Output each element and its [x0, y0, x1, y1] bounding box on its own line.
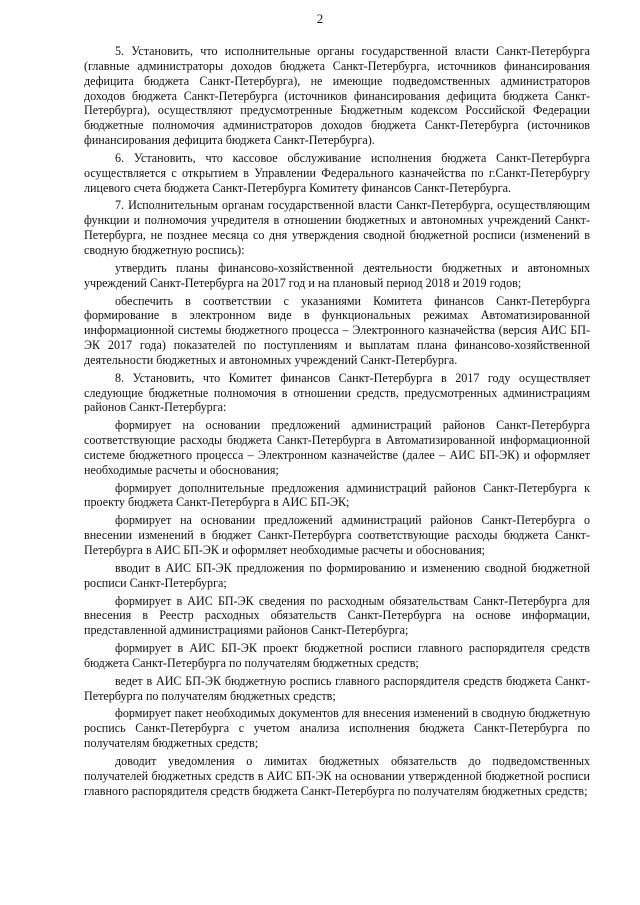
paragraph-clause-8-item-3: формирует на основании предложений администраций районов Санкт-Петербурга о внесении изменений в бюджет Санкт-Петербурга соответствующие расходы бюджета Санкт-Петербурга в АИС БП-ЭК и оформляет необходимые расчеты и обоснования; — [84, 513, 590, 557]
paragraph-clause-8-item-8: формирует пакет необходимых документов для внесения изменений в сводную бюджетную роспись Санкт-Петербурга с учетом анализа исполнения бюджета Санкт-Петербурга по получателям бюджетных средств; — [84, 706, 590, 751]
paragraph-clause-8-item-2: формирует дополнительные предложения администраций районов Санкт-Петербурга к проекту бюджета Санкт-Петербурга в АИС БП-ЭК; — [84, 480, 590, 510]
paragraph-clause-8-item-5: формирует в АИС БП-ЭК сведения по расходным обязательствам Санкт-Петербурга для внесения в Реестр расходных обязательств Санкт-Петербурга на основе информации, представленной администрациями районов Санкт-Петербурга; — [84, 593, 590, 638]
paragraph-clause-8: 8. Установить, что Комитет финансов Санкт-Петербурга в 2017 году осуществляет следующие бюджетные полномочия в отношении средств, предусмотренных администрациям районов Санкт-Петербурга: — [84, 370, 590, 415]
paragraph-clause-8-item-7: ведет в АИС БП-ЭК бюджетную роспись главного распорядителя средств бюджета Санкт-Петербурга по получателям бюджетных средств; — [84, 673, 590, 703]
paragraph-clause-8-item-4: вводит в АИС БП-ЭК предложения по формированию и изменению сводной бюджетной росписи Санкт-Петербурга; — [84, 560, 590, 590]
page-number: 2 — [316, 11, 324, 26]
paragraph-clause-8-item-9: доводит уведомления о лимитах бюджетных обязательств до подведомственных получателей бюджетных средств в АИС БП-ЭК на основании утвержденной бюджетной росписи главного распорядителя средств бюджета Санкт-Петербурга по получателям бюджетных средств; — [84, 753, 590, 798]
paragraph-clause-7-item-1: утвердить планы финансово-хозяйственной деятельности бюджетных и автономных учреждений Санкт-Петербурга на 2017 год и на плановый период 2018 и 2019 годов; — [84, 260, 590, 290]
paragraph-clause-5: 5. Установить, что исполнительные органы государственной власти Санкт-Петербурга (главные администраторы доходов бюджета Санкт-Петербурга, источников финансирования дефицита бюджета Санкт-Петербурга), не имеющие подведомственных администраторов доходов бюджета Санкт-Петербурга (источников финансирования дефицита бюджета Санкт-Петербурга), осуществляют предусмотренные Бюджетным кодексом Российской Федерации бюджетные полномочия администраторов доходов бюджета Санкт-Петербурга (источников финансирования дефицита бюджета Санкт-Петербурга). — [84, 44, 590, 148]
paragraph-clause-7-item-2: обеспечить в соответствии с указаниями Комитета финансов Санкт-Петербурга формирование в электронном виде в функциональных режимах Автоматизированной информационной системы бюджетного процесса – Электронного казначейства (версия АИС БП-ЭК 2017 года) показателей по поступлениям и выплатам плана финансово-хозяйственной деятельности бюджетных и автономных учреждений Санкт-Петербурга. — [84, 293, 590, 367]
document-body — [84, 44, 590, 802]
paragraph-clause-8-item-1: формирует на основании предложений администраций районов Санкт-Петербурга соответствующие расходы бюджета Санкт-Петербурга в Автоматизированной информационной системе бюджетного процесса – Электронном казначействе (далее – АИС БП-ЭК) и оформляет необходимые расчеты и обоснования; — [84, 418, 590, 477]
paragraph-clause-6: 6. Установить, что кассовое обслуживание исполнения бюджета Санкт-Петербурга осуществляется с открытием в Управлении Федерального казначейства по г.Санкт-Петербургу лицевого счета бюджета Санкт-Петербурга Комитету финансов Санкт-Петербурга. — [84, 150, 590, 195]
paragraph-clause-8-item-6: формирует в АИС БП-ЭК проект бюджетной росписи главного распорядителя средств бюджета Санкт-Петербурга по получателям бюджетных средств; — [84, 641, 590, 670]
paragraph-clause-7: 7. Исполнительным органам государственной власти Санкт-Петербурга, осуществляющим функции и полномочия учредителя в отношении бюджетных и автономных учреждений Санкт-Петербурга, не позднее месяца со дня утверждения сводной бюджетной росписи (изменений в сводную бюджетную роспись): — [84, 198, 590, 257]
